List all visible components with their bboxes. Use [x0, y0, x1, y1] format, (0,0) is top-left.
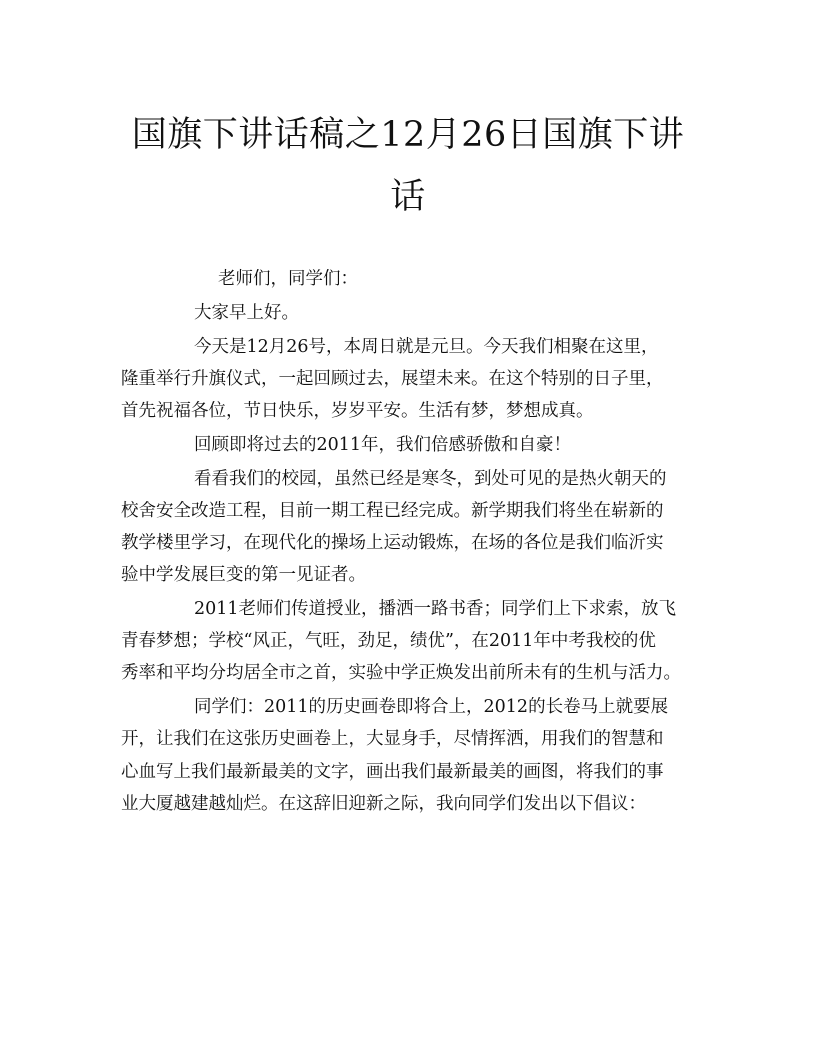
paragraph-campus: [121, 463, 696, 592]
text-line: 校舍安全改造工程，目前一期工程已经完成。新学期我们将坐在崭新的: [121, 500, 664, 521]
text-line: 同学们：2011的历史画卷即将合上，2012的长卷马上就要展: [194, 697, 669, 718]
text-line: 今天是12月26号，本周日就是元旦。今天我们相聚在这里，: [194, 336, 659, 357]
paragraph-achievements: [121, 593, 696, 690]
document-body: [121, 263, 696, 822]
text-line: 2011老师们传道授业，播洒一路书香；同学们上下求索，放飞: [194, 599, 677, 619]
text-line: 大家早上好。: [194, 302, 299, 323]
text-line: 秀率和平均分均居全市之首，实验中学正焕发出前所未有的生机与活力。: [121, 663, 681, 684]
paragraph-new-year: [121, 331, 696, 428]
text-line: 青春梦想；学校“风正，气旺，劲足，绩优”，在2011年中考我校的优: [121, 631, 656, 652]
text-line: 开，让我们在这张历史画卷上，大显身手，尽情挥洒，用我们的智慧和: [121, 729, 664, 750]
text-line: 验中学发展巨变的第一见证者。: [121, 565, 366, 586]
text-line: 业大厦越建越灿烂。在这辞旧迎新之际，我向同学们发出以下倡议：: [121, 793, 646, 814]
text-line: 首先祝福各位，节日快乐，岁岁平安。生活有梦，梦想成真。: [121, 401, 594, 421]
paragraph-proposal: [121, 691, 696, 820]
paragraph-morning: [121, 297, 696, 329]
document-title: [100, 104, 716, 228]
title-line: 话: [390, 177, 426, 217]
text-line: 心血写上我们最新最美的文字，画出我们最新最美的画图，将我们的事: [121, 761, 664, 782]
text-line: 老师们，同学们：: [218, 269, 358, 289]
text-line: 看看我们的校园，虽然已经是寒冬，到处可见的是热火朝天的: [194, 468, 667, 489]
title-line: 国旗下讲话稿之12月26日国旗下讲: [131, 115, 685, 155]
paragraph-greeting: [121, 263, 696, 295]
text-line: 隆重举行升旗仪式，一起回顾过去，展望未来。在这个特别的日子里，: [121, 368, 664, 389]
text-line: 回顾即将过去的2011年，我们倍感骄傲和自豪！: [194, 434, 572, 455]
paragraph-review: [121, 429, 696, 461]
text-line: 教学楼里学习，在现代化的操场上运动锻炼，在场的各位是我们临沂实: [121, 533, 664, 553]
